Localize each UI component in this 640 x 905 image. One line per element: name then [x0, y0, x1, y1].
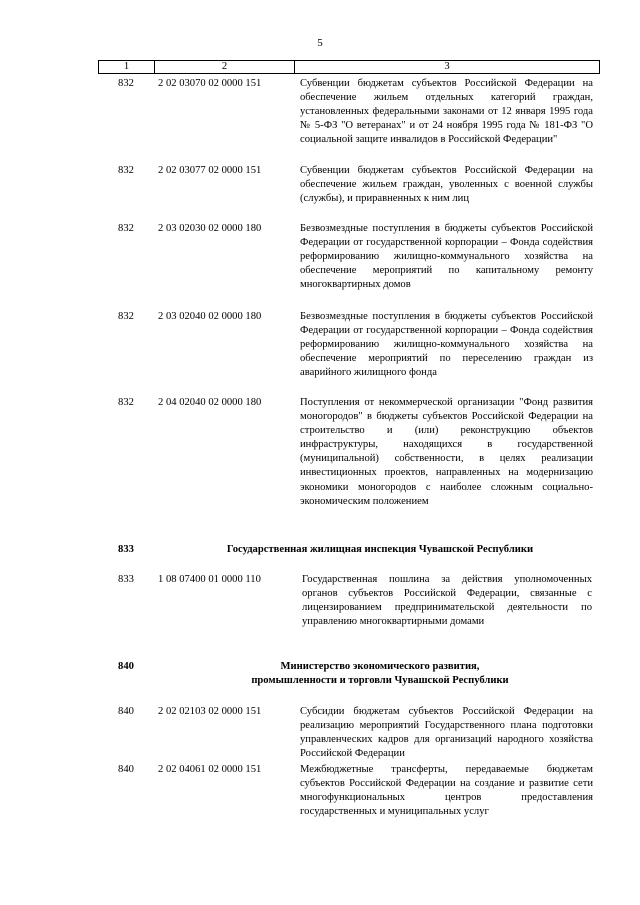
- revenue-description: Государственная пошлина за действия уполномоченных органов субъектов Российской Федерации, связанные с лицензированием предпринимательской деятельности по управлению многоквартирными домами: [302, 574, 592, 628]
- admin-code: 833: [118, 574, 134, 585]
- admin-code: 832: [118, 165, 134, 176]
- section-title-line-1: Министерство экономического развития,: [280, 661, 480, 672]
- column-header-3: 3: [295, 61, 600, 74]
- admin-code: 832: [118, 78, 134, 89]
- admin-code: 832: [118, 397, 134, 408]
- revenue-description: Субвенции бюджетам субъектов Российской Федерации на обеспечение жильем отдельных категорий граждан, установленных федеральными законами от 12 января 1995 года № 5-ФЗ "О ветеранах" и от 24 ноября 1995 года № 181-ФЗ "О социальной защите инвалидов в Российской Федерации": [300, 78, 593, 146]
- revenue-description: Субсидии бюджетам субъектов Российской Федерации на реализацию мероприятий Государственного плана подготовки управленческих кадров для организаций народного хозяйства Российской Федерации: [300, 706, 593, 760]
- budget-classification-code: 2 02 03077 02 0000 151: [158, 165, 262, 176]
- section-title-line-2: промышленности и торговли Чувашской Республики: [251, 675, 509, 686]
- revenue-description: Межбюджетные трансферты, передаваемые бюджетам субъектов Российской Федерации на создание и развитие сети многофункциональных центров предоставления государственных и муниципальных услуг: [300, 764, 593, 818]
- revenue-description: Безвозмездные поступления в бюджеты субъектов Российской Федерации от государственной корпорации – Фонда содействия реформированию жилищно-коммунального хозяйства на обеспечение мероприятий по переселению граждан из аварийного жилищного фонда: [300, 311, 593, 379]
- section-admin-code: 833: [118, 544, 134, 555]
- revenue-description: Безвозмездные поступления в бюджеты субъектов Российской Федерации от государственной корпорации – Фонда содействия реформированию жилищно-коммунального хозяйства на обеспечение мероприятий по капитальному ремонту многоквартирных домов: [300, 223, 593, 291]
- revenue-description: Субвенции бюджетам субъектов Российской Федерации на обеспечение жильем граждан, уволенных с военной службы (службы), и приравненных к ним лиц: [300, 165, 593, 205]
- section-admin-code: 840: [118, 661, 134, 672]
- column-header-2: 2: [155, 61, 295, 74]
- budget-classification-code: 1 08 07400 01 0000 110: [158, 574, 261, 585]
- budget-classification-code: 2 04 02040 02 0000 180: [158, 397, 262, 408]
- page-number: 5: [317, 37, 323, 49]
- admin-code: 840: [118, 764, 134, 775]
- admin-code: 832: [118, 223, 134, 234]
- budget-classification-code: 2 02 03070 02 0000 151: [158, 78, 262, 89]
- budget-classification-code: 2 03 02030 02 0000 180: [158, 223, 262, 234]
- budget-classification-code: 2 02 02103 02 0000 151: [158, 706, 262, 717]
- budget-classification-code: 2 03 02040 02 0000 180: [158, 311, 262, 322]
- section-title: Государственная жилищная инспекция Чувашской Республики: [226, 544, 534, 555]
- budget-classification-code: 2 02 04061 02 0000 151: [158, 764, 262, 775]
- revenue-description: Поступления от некоммерческой организации "Фонд развития моногородов" в бюджеты субъектов Российской Федерации на строительство и (или) реконструкцию объектов инфраструктуры, находящихся в государственной (муниципальной) собственности, в целях реализации инвестиционных проектов, направленных на модернизацию экономики моногородов с наиболее сложным социально-экономическим положением: [300, 397, 593, 507]
- admin-code: 832: [118, 311, 134, 322]
- admin-code: 840: [118, 706, 134, 717]
- column-header-1: 1: [99, 61, 155, 74]
- column-header-row: [98, 60, 600, 74]
